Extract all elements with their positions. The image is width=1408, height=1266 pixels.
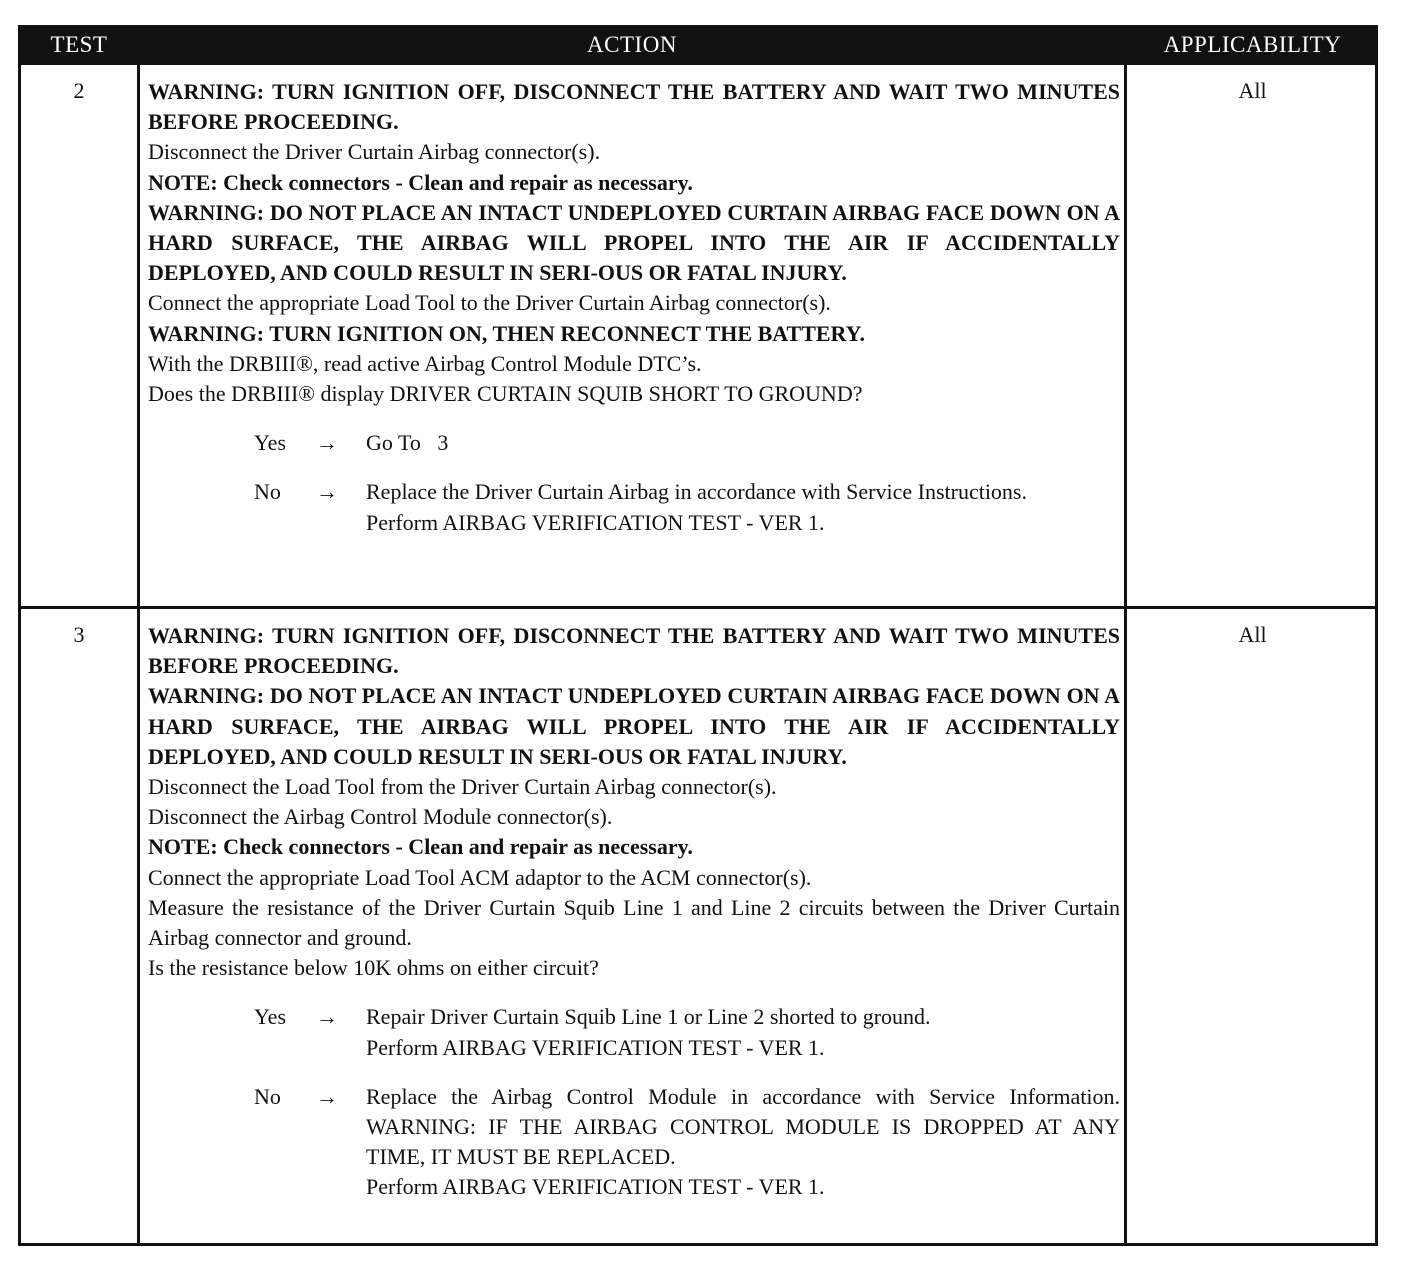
header-applicability: APPLICABILITY bbox=[1163, 32, 1342, 57]
arrow-icon: → bbox=[316, 430, 338, 456]
answer-no bbox=[148, 1082, 1120, 1203]
answer-label: No bbox=[254, 479, 281, 505]
action-cell bbox=[148, 77, 1120, 538]
arrow-icon: → bbox=[316, 1083, 338, 1109]
note-text: NOTE: Check connectors - Clean and repair as necessary. bbox=[148, 834, 693, 860]
answer-label: Yes bbox=[254, 1004, 287, 1030]
instruction-text: With the DRBIII®, read active Airbag Control Module DTC’s. bbox=[148, 350, 702, 376]
instruction-text: Disconnect the Load Tool from the Driver Curtain Airbag connector(s). bbox=[148, 774, 777, 800]
answer-result: Go To 3 bbox=[366, 430, 449, 456]
instruction-text: Connect the appropriate Load Tool ACM adaptor to the ACM connector(s). bbox=[148, 864, 812, 890]
header-test: TEST bbox=[50, 32, 108, 57]
question-text: Is the resistance below 10K ohms on either circuit? bbox=[148, 955, 599, 981]
instruction-text: Disconnect the Driver Curtain Airbag connector(s). bbox=[148, 139, 601, 165]
arrow-icon: → bbox=[316, 479, 338, 505]
column-divider bbox=[137, 65, 140, 1243]
result-line: Perform AIRBAG VERIFICATION TEST - VER 1. bbox=[366, 1174, 825, 1200]
answer-yes bbox=[148, 1002, 1120, 1062]
column-divider bbox=[1124, 65, 1127, 1243]
note-text: NOTE: Check connectors - Clean and repair as necessary. bbox=[148, 169, 693, 195]
warning-text: WARNING: TURN IGNITION ON, THEN RECONNECT THE BATTERY. bbox=[148, 320, 866, 346]
diagnostic-table bbox=[18, 25, 1378, 1246]
answer-yes bbox=[148, 428, 1120, 458]
instruction-text: Disconnect the Airbag Control Module connector(s). bbox=[148, 804, 613, 830]
warning-text: WARNING: TURN IGNITION OFF, DISCONNECT THE BATTERY AND WAIT TWO MINUTES BEFORE PROCEEDING. bbox=[148, 623, 1120, 679]
arrow-icon: → bbox=[316, 1004, 338, 1030]
result-line: Replace the Driver Curtain Airbag in accordance with Service Instructions. bbox=[366, 479, 1027, 505]
row-divider bbox=[21, 606, 1375, 609]
applicability-value: All bbox=[1238, 78, 1267, 103]
answer-result bbox=[366, 1002, 1120, 1062]
warning-text: WARNING: TURN IGNITION OFF, DISCONNECT THE BATTERY AND WAIT TWO MINUTES BEFORE PROCEEDING. bbox=[148, 79, 1120, 135]
action-cell bbox=[148, 621, 1120, 1203]
answer-result bbox=[366, 477, 1120, 537]
test-number: 3 bbox=[73, 622, 85, 647]
answer-no bbox=[148, 477, 1120, 537]
question-text: Does the DRBIII® display DRIVER CURTAIN SQUIB SHORT TO GROUND? bbox=[148, 381, 863, 407]
answer-label: No bbox=[254, 1083, 281, 1109]
result-line: Perform AIRBAG VERIFICATION TEST - VER 1. bbox=[366, 509, 825, 535]
result-line: Replace the Airbag Control Module in accordance with Service Information. WARNING: IF THE AIRBAG CONTROL MODULE IS DROPPED AT ANY TIME, IT MUST BE REPLACED. bbox=[366, 1083, 1120, 1170]
test-number: 2 bbox=[73, 78, 85, 103]
answer-result bbox=[366, 1082, 1120, 1203]
warning-text: WARNING: DO NOT PLACE AN INTACT UNDEPLOYED CURTAIN AIRBAG FACE DOWN ON A HARD SURFACE, THE AIRBAG WILL PROPEL INTO THE AIR IF ACCIDENTALLY DEPLOYED, AND COULD RESULT IN SERI-OUS OR FATAL INJURY. bbox=[148, 199, 1120, 286]
table-header bbox=[21, 28, 1375, 65]
header-action: ACTION bbox=[587, 32, 677, 57]
answer-label: Yes bbox=[254, 430, 287, 456]
applicability-value: All bbox=[1238, 622, 1267, 647]
warning-text: WARNING: DO NOT PLACE AN INTACT UNDEPLOYED CURTAIN AIRBAG FACE DOWN ON A HARD SURFACE, THE AIRBAG WILL PROPEL INTO THE AIR IF ACCIDENTALLY DEPLOYED, AND COULD RESULT IN SERI-OUS OR FATAL INJURY. bbox=[148, 683, 1120, 769]
instruction-text: Measure the resistance of the Driver Curtain Squib Line 1 and Line 2 circuits between the Driver Curtain Airbag connector and ground. bbox=[148, 894, 1120, 951]
result-line: Repair Driver Curtain Squib Line 1 or Line 2 shorted to ground. bbox=[366, 1004, 931, 1030]
result-line: Perform AIRBAG VERIFICATION TEST - VER 1. bbox=[366, 1034, 825, 1060]
instruction-text: Connect the appropriate Load Tool to the Driver Curtain Airbag connector(s). bbox=[148, 290, 831, 316]
